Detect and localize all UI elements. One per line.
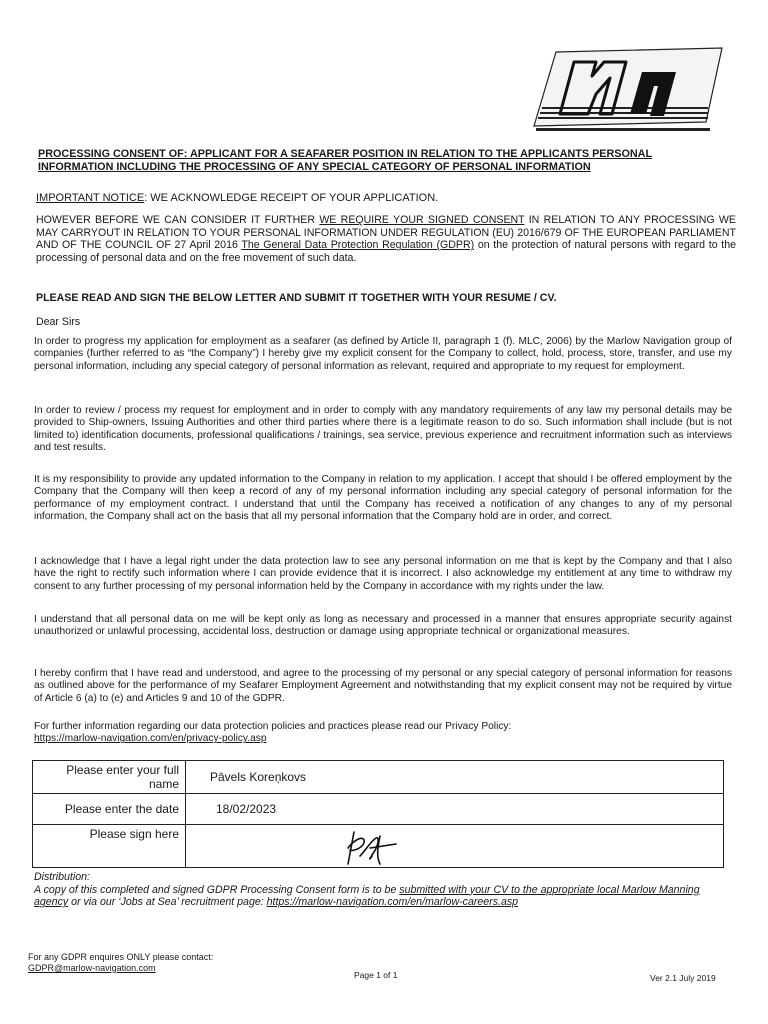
paragraph-5: I understand that all personal data on me will be kept only as long as necessary and processed in a manner that ensures appropriate security against unauthorized or unlawful processing, accidental loss, destruction or damage using appropriate technical or organizational measures. — [34, 614, 732, 638]
name-label-line-2: name — [148, 777, 179, 791]
date-label: Please enter the date — [33, 794, 186, 825]
notice-text: : WE ACKNOWLEDGE RECEIPT OF YOUR APPLICATION. — [144, 192, 439, 204]
privacy-policy-link[interactable]: https://marlow-navigation.com/en/privacy-policy.asp — [34, 733, 267, 745]
company-logo — [526, 44, 726, 134]
name-field[interactable]: Pāvels Koreņkovs — [186, 761, 724, 794]
signature-field[interactable] — [186, 825, 724, 868]
salutation: Dear Sirs — [36, 316, 81, 328]
however-pre: HOWEVER BEFORE WE CAN CONSIDER IT FURTHER — [36, 214, 320, 226]
distribution-note — [34, 871, 734, 909]
careers-link[interactable]: https://marlow-navigation.com/en/marlow-careers.asp — [266, 896, 519, 909]
name-label-line-1: Please enter your full — [66, 763, 179, 777]
document-heading — [38, 148, 738, 174]
distribution-mid: or via our ‘Jobs at Sea’ recruitment page: — [68, 896, 267, 909]
form-row-name — [33, 761, 724, 794]
distribution-pre: A copy of this completed and signed GDPR Processing Consent form is to be — [34, 883, 400, 896]
paragraph-3: It is my responsibility to provide any updated information to the Company in relation to my application. I accept that should I be offered employment by the Company that the Company will then keep a record of any of my personal information including any special category of personal information for the performance of my employment contract. I understand that until the Company has received a notification of any changes to any of my personal information, the Company shall act on the basis that all my personal information that the Company hold are in order, and correct. — [34, 474, 732, 523]
paragraph-1: In order to progress my application for employment as a seafarer (as defined by Article II, paragraph 1 (f). MLC, 2006) by the Marlow Navigation group of companies (further referred to as “the Company”) I hereby give my explicit consent for the Company to collect, hold, process, store, transfer, and use my personal information, including any special category of personal information as relevant, required and appropriate to my request for employment. — [34, 336, 732, 372]
notice-label: IMPORTANT NOTICE — [36, 192, 145, 204]
paragraph-6: I hereby confirm that I have read and understood, and agree to the processing of my personal or any special category of personal information for reasons as outlined above for the performance of my Seafarer Employment Agreement and notwithstanding that my explicit consent may not be required by virtue of Article 6 (a) to (e) and Articles 9 and 10 of the GDPR. — [34, 668, 732, 704]
privacy-policy-note — [34, 721, 732, 746]
however-post: on the protection of natural persons with regard to the processing of personal data and on the free movement of such data. — [36, 239, 736, 264]
privacy-text: For further information regarding our data protection policies and practices please read our Privacy Policy: — [34, 721, 512, 732]
distribution-emphasis: submitted with your CV to the appropriate local Marlow Manning agency — [34, 883, 700, 909]
signed-consent-emphasis: WE REQUIRE YOUR SIGNED CONSENT — [319, 214, 525, 226]
form-row-date — [33, 794, 724, 825]
gdpr-contact — [28, 952, 213, 974]
paragraph-4: I acknowledge that I have a legal right under the data protection law to see any personal information on me that is kept by the Company and that I also have the right to rectify such information where I can provide evidence that it is incorrect. I also acknowledge my entitlement at any time to withdraw my consent to any further processing of my personal information held by the Company in accordance with my rights under the law. — [34, 556, 732, 592]
name-label — [33, 761, 186, 794]
handwritten-signature — [340, 826, 410, 868]
gdpr-contact-text: For any GDPR enquires ONLY please contact: — [28, 952, 214, 962]
signature-label: Please sign here — [33, 825, 186, 868]
version-label: Ver 2.1 July 2019 — [650, 973, 716, 983]
distribution-label: Distribution: — [34, 871, 90, 883]
heading-line-1: PROCESSING CONSENT OF: APPLICANT FOR A SEAFARER POSITION IN RELATION TO THE APPLICANTS PERSONAL — [38, 148, 653, 160]
important-notice — [36, 192, 438, 204]
gdpr-email-link[interactable]: GDPR@marlow-navigation.com — [28, 963, 156, 973]
paragraph-2: In order to review / process my request for employment and in order to comply with any mandatory requirements of any law my personal details may be provided to Ship-owners, Issuing Authorities and other third parties where there is a legitimate reason to do so. Such information shall include (but is not limited to) identification documents, professional qualifications / trainings, sea service, previous experience and recruitment information such as interviews and test results. — [34, 405, 732, 454]
date-field[interactable]: 18/02/2023 — [186, 794, 724, 825]
consent-requirement-text — [36, 214, 736, 264]
heading-line-2: INFORMATION INCLUDING THE PROCESSING OF ANY SPECIAL CATEGORY OF PERSONAL INFORMATION — [38, 161, 591, 173]
distribution-text — [34, 884, 734, 909]
page-number: Page 1 of 1 — [354, 970, 398, 980]
gdpr-reference: The General Data Protection Regulation (GDPR) — [241, 239, 475, 252]
however-mid: IN RELATION TO ANY PROCESSING WE MAY CARRYOUT IN RELATION TO YOUR PERSONAL INFORMATION UNDER REGULATION (EU) 2016/679 OF THE EUROPEAN PARLIAMENT AND OF THE COUNCIL OF 27 April 2016 — [36, 214, 736, 252]
instruction-heading: PLEASE READ AND SIGN THE BELOW LETTER AND SUBMIT IT TOGETHER WITH YOUR RESUME / CV. — [36, 292, 557, 304]
